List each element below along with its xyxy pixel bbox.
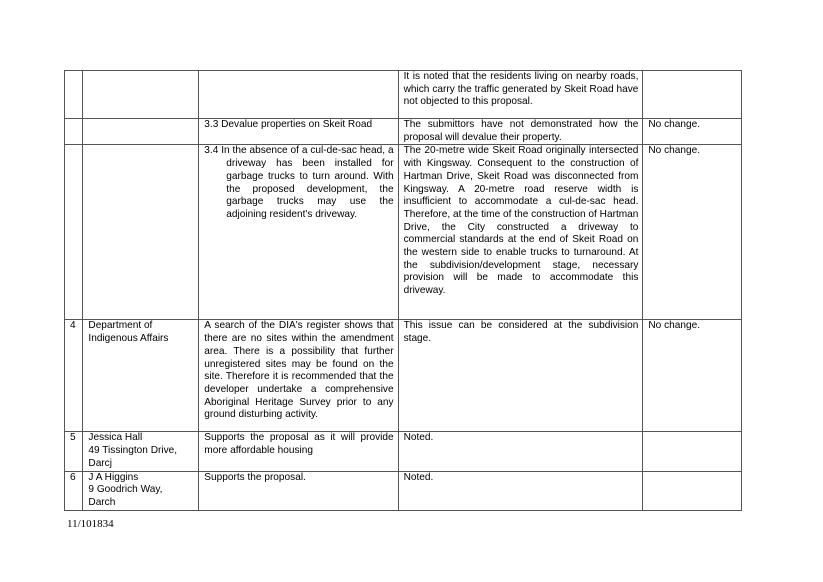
submitter-name: J A Higgins bbox=[88, 471, 139, 483]
row-number-cell: 6 bbox=[65, 471, 83, 510]
table-row bbox=[65, 71, 742, 119]
recommendation-cell bbox=[643, 432, 742, 471]
recommendation-cell bbox=[643, 471, 742, 510]
submitter-cell bbox=[83, 119, 199, 145]
document-number: 11/101834 bbox=[67, 518, 114, 530]
table-row bbox=[65, 320, 742, 432]
recommendation-cell bbox=[643, 71, 742, 119]
submitter-cell bbox=[83, 432, 199, 471]
submitter-cell bbox=[83, 145, 199, 320]
table-row bbox=[65, 471, 742, 510]
table-row bbox=[65, 119, 742, 145]
recommendation-cell: No change. bbox=[643, 320, 742, 432]
submitter-cell bbox=[83, 471, 199, 510]
submitter-cell: Department of Indigenous Affairs bbox=[83, 320, 199, 432]
comment-cell: This issue can be considered at the subdivision stage. bbox=[398, 320, 643, 432]
submission-cell bbox=[199, 145, 398, 320]
recommendation-cell: No change. bbox=[643, 145, 742, 320]
comment-cell: Noted. bbox=[398, 471, 643, 510]
submission-cell: A search of the DIA's register shows that there are no sites within the amendment area. There is a possibility that further unregistered sites may be found on the site. Therefore it is recommended that the developer undertake a comprehensive Aboriginal Heritage Survey prior to any ground disturbing activity. bbox=[199, 320, 398, 432]
recommendation-cell: No change. bbox=[643, 119, 742, 145]
row-number-cell: 4 bbox=[65, 320, 83, 432]
table-row bbox=[65, 432, 742, 471]
table-row bbox=[65, 145, 742, 320]
row-number-cell bbox=[65, 145, 83, 320]
comment-cell: Noted. bbox=[398, 432, 643, 471]
submission-cell: Supports the proposal. bbox=[199, 471, 398, 510]
row-number-cell bbox=[65, 119, 83, 145]
submitter-address: 9 Goodrich Way, bbox=[88, 484, 163, 496]
submissions-table bbox=[64, 70, 742, 511]
submitter-suburb: Darch bbox=[88, 496, 116, 508]
comment-cell: The submittors have not demonstrated how the proposal will devalue their property. bbox=[398, 119, 643, 145]
row-number-cell: 5 bbox=[65, 432, 83, 471]
submitter-cell bbox=[83, 71, 199, 119]
submitter-address: 49 Tissington Drive, bbox=[88, 445, 178, 457]
submitter-name: Jessica Hall bbox=[88, 432, 143, 444]
comment-cell: It is noted that the residents living on nearby roads, which carry the traffic generated by Skeit Road have not objected to this proposal. bbox=[398, 71, 643, 119]
submission-text: 3.4 In the absence of a cul-de-sac head, a driveway has been installed for garbage trucks to turn around. With the proposed development, the garbage trucks may use the adjoining resident's driveway. bbox=[204, 145, 394, 220]
submission-cell: 3.3 Devalue properties on Skeit Road bbox=[199, 119, 398, 145]
submission-cell: Supports the proposal as it will provide more affordable housing bbox=[199, 432, 398, 471]
submitter-suburb: Darcj bbox=[88, 457, 112, 469]
comment-cell: The 20-metre wide Skeit Road originally intersected with Kingsway. Consequent to the construction of Hartman Drive, Skeit Road was disconnected from Kingsway. A 20-metre road reserve width is insufficient to accommodate a cul-de-sac head. Therefore, at the time of the construction of Hartman Drive, the City constructed a driveway to commercial standards at the end of Skeit Road on the western side to enable trucks to turnaround. At the subdivision/development stage, necessary provision will be made to accommodate this driveway. bbox=[398, 145, 643, 320]
row-number-cell bbox=[65, 71, 83, 119]
submission-cell bbox=[199, 71, 398, 119]
